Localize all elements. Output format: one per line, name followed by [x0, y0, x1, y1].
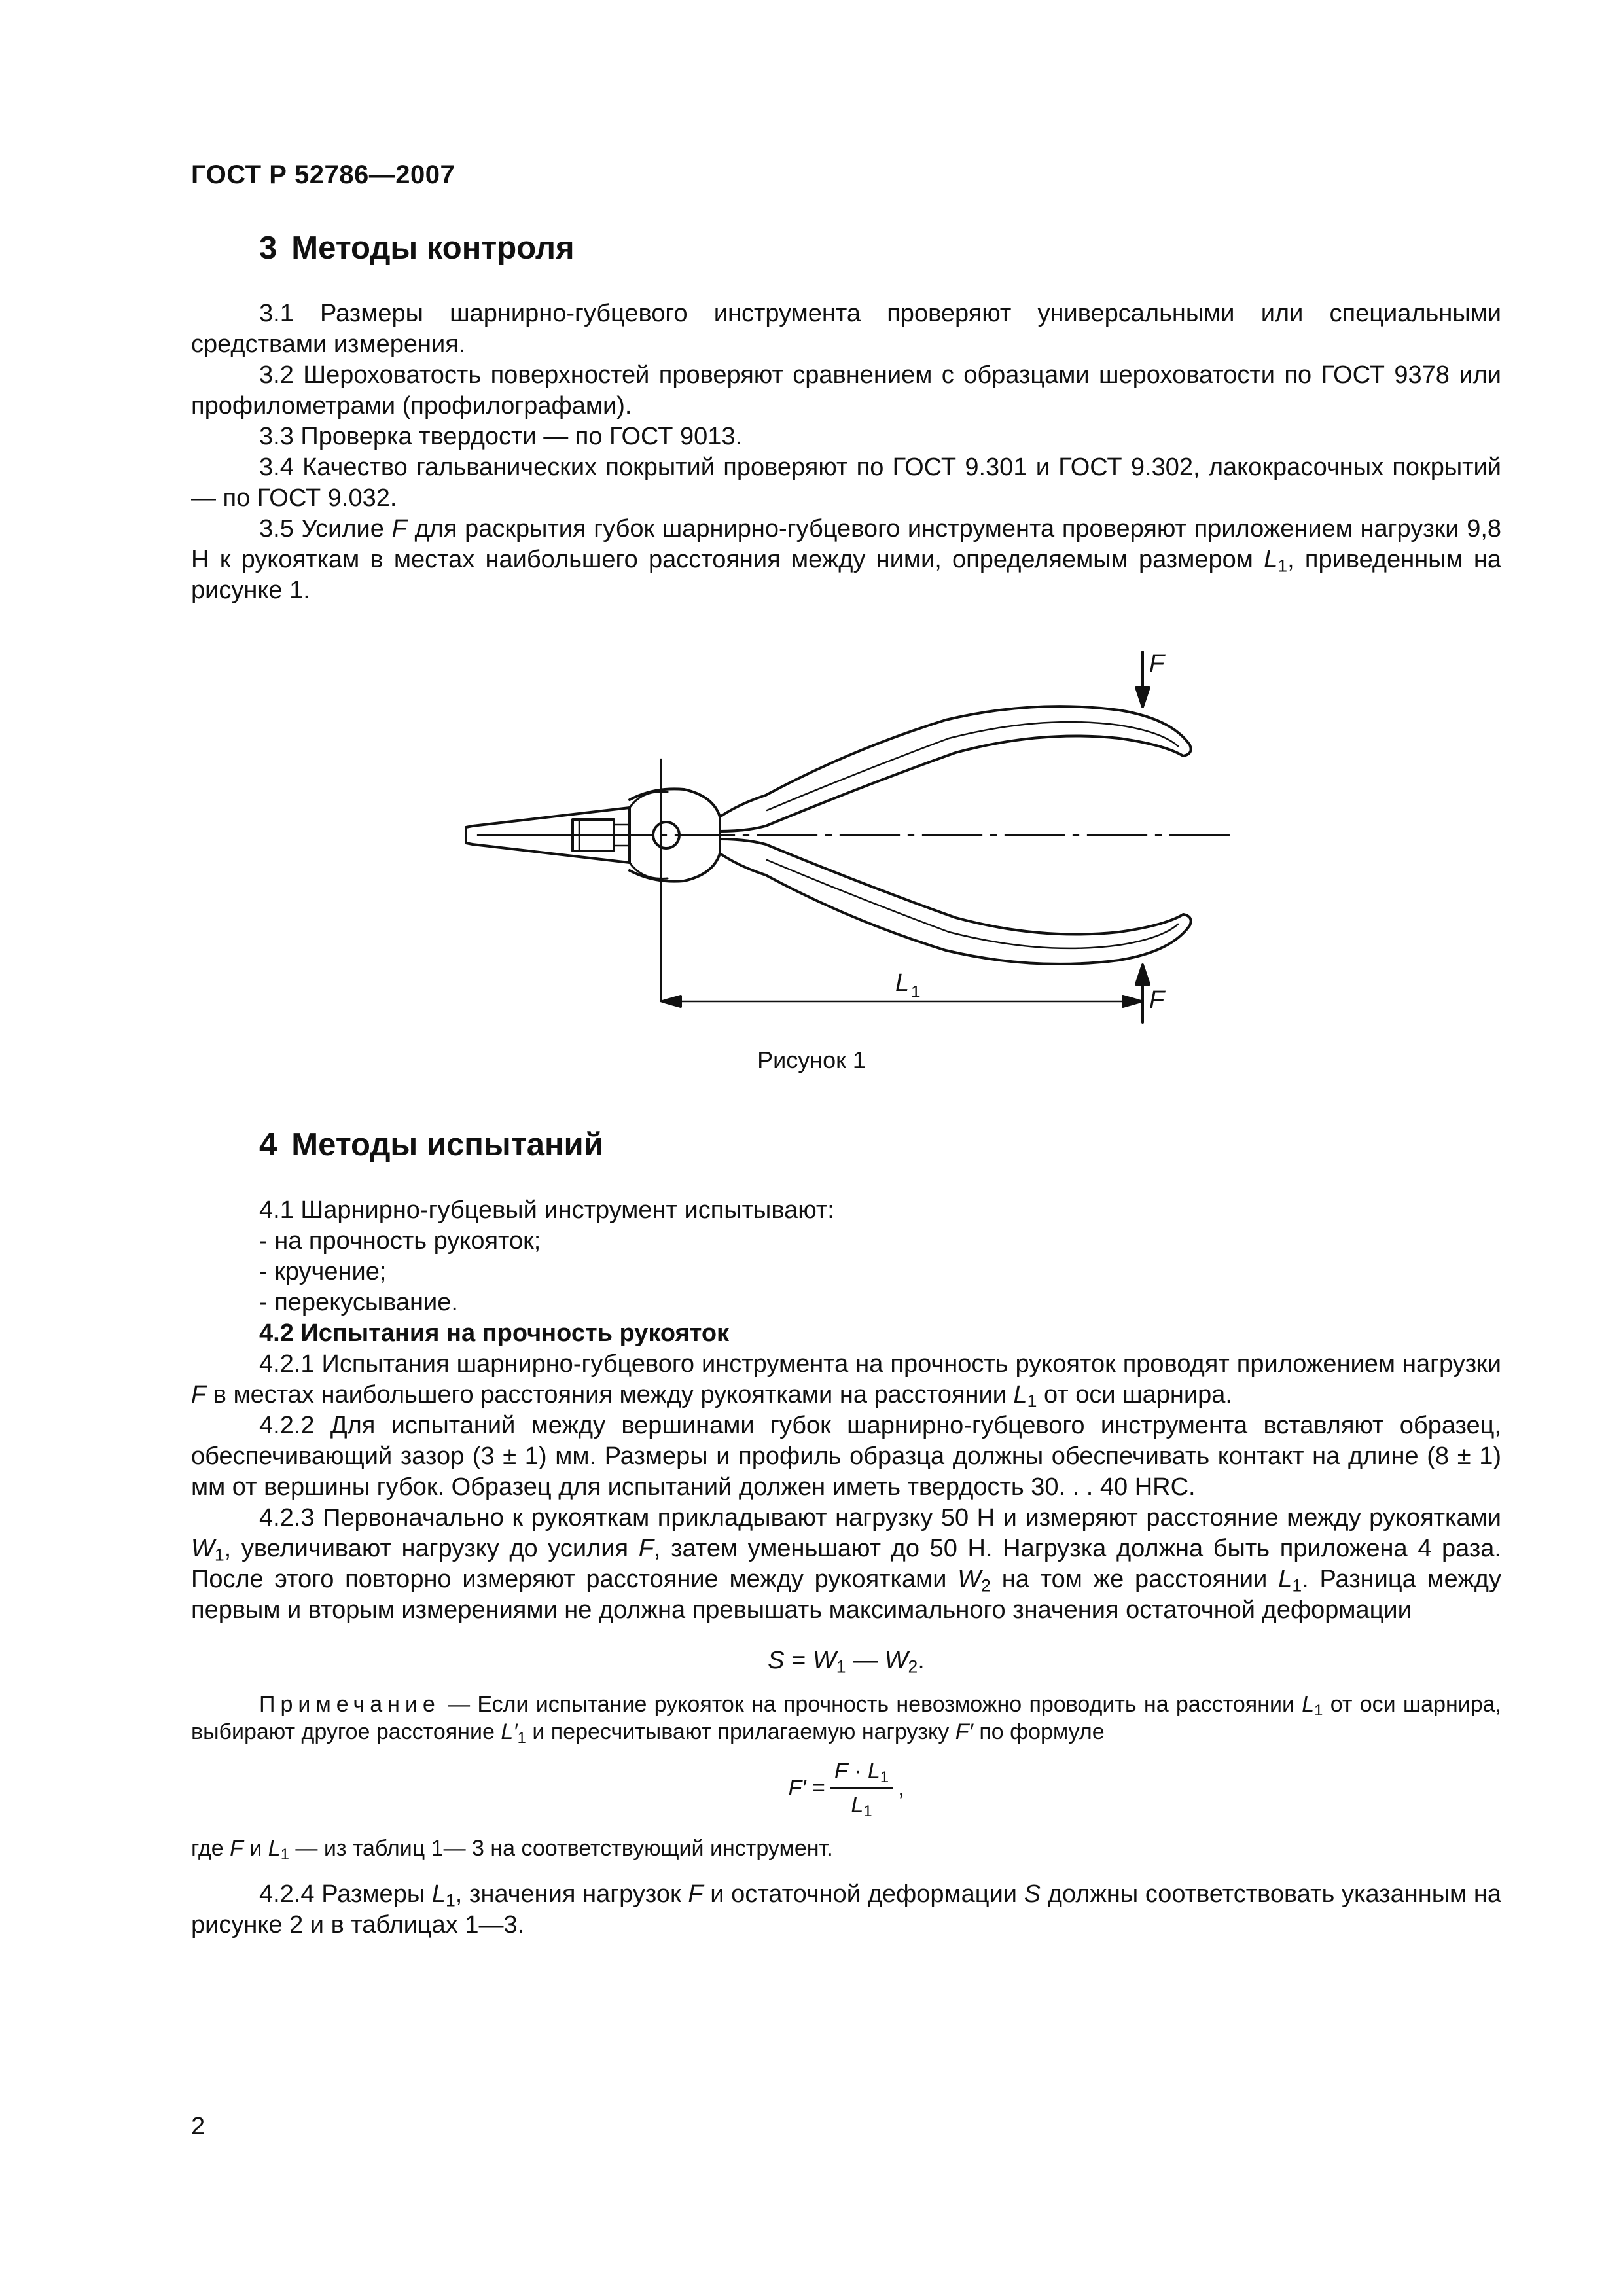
section-3-heading	[259, 229, 575, 267]
paragraph-3-1: 3.1 Размеры шарнирно-губцевого инструмента проверяют универсальными или специальными средствами измерения.	[191, 300, 1501, 358]
paragraph-4-2-2: 4.2.2 Для испытаний между вершинами губок шарнирно-губцевого инструмента вставляют образец, обеспечивающий зазор (3 ± 1) мм. Размеры и профиль образца должны обеспечивать контакт на длине (8 ± 1) мм от вершины губок. Образец для испытаний должен иметь твердость 30. . . 40 HRC.	[191, 1412, 1501, 1501]
list-item: - перекусывание.	[259, 1289, 458, 1316]
paragraph-3-5: 3.5 Усилие F для раскрытия губок шарнирно-губцевого инструмента проверяют приложением нагрузки 9,8 Н к рукояткам в местах наибольшего расстояния между ними, определяемым размером $L_1$, приведенным на рисунке 1.	[191, 515, 1502, 604]
note-label: Примечание	[259, 1692, 440, 1717]
paragraph-4-2-1: 4.2.1 Испытания шарнирно-губцевого инструмента на прочность рукояток проводят приложением нагрузки F в местах наибольшего расстояния между рукоятками на расстоянии $L_1$ от оси шарнира.	[191, 1350, 1501, 1411]
section-title: Методы контроля	[291, 230, 575, 266]
paragraph-4-2-4: 4.2.4 Размеры $L_1$, значения нагрузок F и остаточной деформации S должны соответствовать указанным на рисунке 2 и в таблицах 1—3.	[191, 1880, 1501, 1939]
subsection-4-2-heading: 4.2 Испытания на прочность рукояток	[259, 1319, 730, 1347]
label-F-bottom: F	[1149, 986, 1165, 1014]
label-F-top: F	[1149, 650, 1165, 677]
label-L1-subscript: 1	[911, 982, 921, 1001]
document-header: ГОСТ Р 52786—2007	[191, 160, 455, 189]
section-4-heading	[259, 1126, 603, 1164]
section-number: 3	[259, 230, 277, 266]
fraction: $\frac{F \cdot L_1}{L_1}$	[830, 1757, 893, 1819]
figure-1-pliers-drawing	[458, 635, 1257, 1054]
figure-1-caption: Рисунок 1	[757, 1047, 866, 1073]
note-text: Примечание — Если испытание рукояток на прочность невозможно проводить на расстоянии $L_1$ от оси шарнира, выбирают другое расстояние $L'_1$ и пересчитывают прилагаемую нагрузку F′ по формуле	[191, 1692, 1502, 1747]
paragraph-4-2-3: 4.2.3 Первоначально к рукояткам прикладывают нагрузку 50 Н и измеряют расстояние между рукоятками $W_1$, увеличивают нагрузку до усилия F, затем уменьшают до 50 Н. Нагрузка должна быть приложена 4 раза. После этого повторно измеряют расстояние между рукоятками $W_2$ на том же расстоянии $L_1$. Разница между первым и вторым измерениями не должна превышать максимального значения остаточной деформации	[191, 1504, 1501, 1624]
list-item: - на прочность рукояток;	[259, 1227, 541, 1255]
section-4-body	[191, 1195, 1501, 1941]
label-L1: L	[895, 969, 910, 997]
formula-residual-deformation: $S = W_1$ — $W_2$.	[768, 1647, 925, 1677]
page-number: 2	[191, 2113, 205, 2140]
section-number: 4	[259, 1127, 277, 1162]
paragraph-3-4: 3.4 Качество гальванических покрытий проверяют по ГОСТ 9.301 и ГОСТ 9.302, лакокрасочных покрытий — по ГОСТ 9.032.	[191, 454, 1501, 512]
note-block	[191, 1691, 1501, 1862]
paragraph-4-1: 4.1 Шарнирно-губцевый инструмент испытывают:	[259, 1196, 834, 1224]
formula-legend: где F и $L_1$ — из таблиц 1— 3 на соответствующий инструмент.	[191, 1836, 833, 1863]
paragraph-3-2: 3.2 Шероховатость поверхностей проверяют сравнением с образцами шероховатости по ГОСТ 9378 или профилометрами (профилографами).	[191, 361, 1501, 420]
section-title: Методы испытаний	[291, 1127, 603, 1162]
section-3-body	[191, 298, 1501, 606]
formula-recalculated-load: F′ = $\frac{F \cdot L_1}{L_1}$ ,	[788, 1759, 904, 1820]
paragraph-3-3: 3.3 Проверка твердости — по ГОСТ 9013.	[259, 423, 743, 450]
list-item: - кручение;	[259, 1258, 387, 1285]
